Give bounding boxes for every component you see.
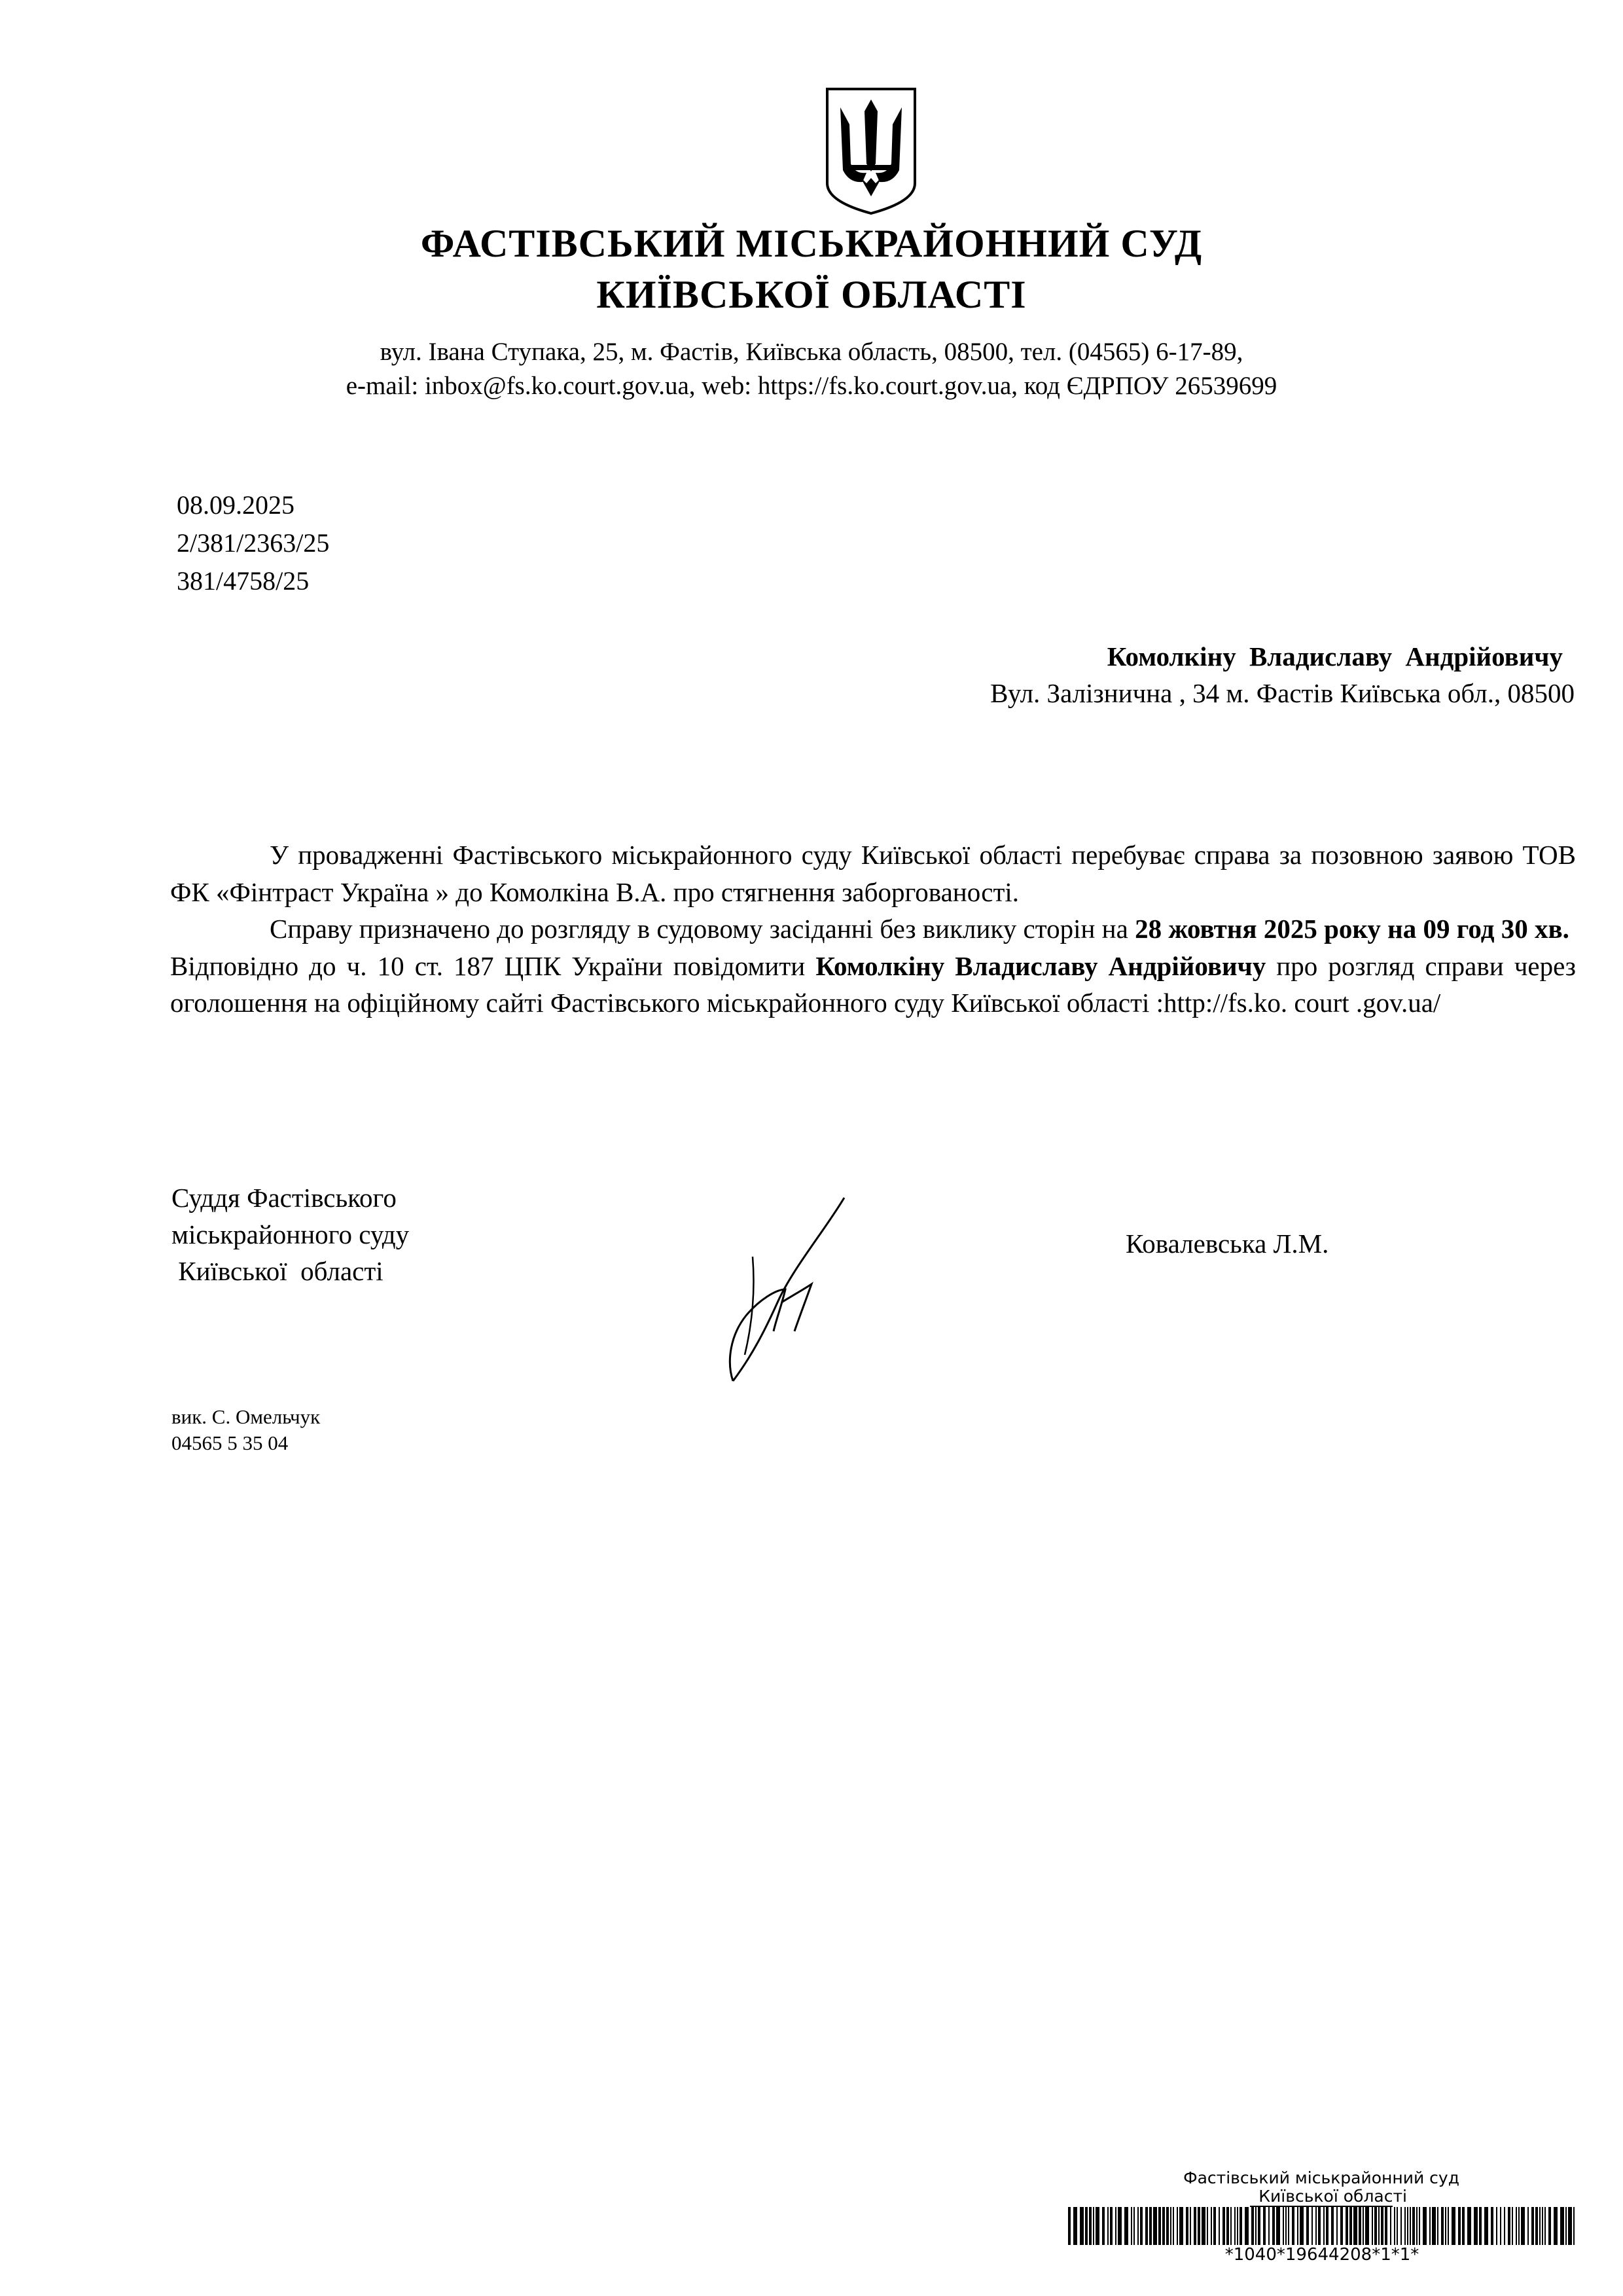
barcode-bar <box>1288 2207 1289 2245</box>
notification-text: Відповідно до ч. 10 ст. 187 ЦПК України повідомити <box>170 950 816 981</box>
barcode-bar <box>1115 2207 1116 2245</box>
executor-name: вик. С. Омельчук <box>171 1405 321 1428</box>
barcode-bar <box>1573 2207 1575 2245</box>
barcode-bar <box>1255 2207 1257 2245</box>
barcode-bar <box>1437 2207 1438 2245</box>
recipient-address: Вул. Залізнична , 34 м. Фастів Київська обл., 08500 <box>990 678 1575 708</box>
barcode-bar <box>1326 2207 1329 2245</box>
notification-website: про розгляд справи через оголошення на офіційному сайті Фастівського міськрайонного суду Київської області :http://fs.ko. court .gov.ua/ <box>170 950 1576 1018</box>
barcode-bar <box>1500 2207 1501 2245</box>
barcode-bar <box>1166 2207 1169 2245</box>
barcode-bar <box>1535 2207 1538 2245</box>
barcode-bar <box>1484 2207 1488 2245</box>
barcode-bar <box>1441 2207 1444 2245</box>
barcode-bar <box>1251 2207 1254 2245</box>
barcode-bar <box>1548 2207 1551 2245</box>
barcode-bar <box>1073 2207 1077 2245</box>
barcode-bar <box>1315 2207 1317 2245</box>
barcode-bar <box>1385 2207 1387 2245</box>
barcode-bar <box>1211 2207 1212 2245</box>
barcode-bar <box>1474 2207 1478 2245</box>
paragraph-hearing <box>170 910 1576 948</box>
barcode-bar <box>1149 2207 1152 2245</box>
barcode-bar <box>1153 2207 1157 2245</box>
barcode-bar <box>1400 2207 1402 2245</box>
judge-title-line-1: Суддя Фастівського <box>171 1183 397 1213</box>
barcode-bar <box>1245 2207 1249 2245</box>
barcode-bar <box>1162 2207 1165 2245</box>
barcode-bar <box>1521 2207 1525 2245</box>
barcode-bar <box>1198 2207 1200 2245</box>
barcode-bar <box>1219 2207 1220 2245</box>
barcode-bar <box>1467 2207 1471 2245</box>
barcode-bar <box>1349 2207 1352 2245</box>
barcode-bar <box>1416 2207 1418 2245</box>
barcode-bar <box>1194 2207 1196 2245</box>
barcode-bar <box>1423 2207 1427 2245</box>
barcode-bar <box>1222 2207 1225 2245</box>
barcode-bar <box>1323 2207 1325 2245</box>
hearing-text: Справу призначено до розгляду в судовому засіданні без виклику сторін на <box>270 914 1135 944</box>
barcode-bar <box>1124 2207 1128 2245</box>
barcode-bar <box>1516 2207 1517 2245</box>
court-name-line-2: КИЇВСЬКОЇ ОБЛАСТІ <box>596 273 1027 316</box>
barcode-bar <box>1068 2207 1071 2245</box>
barcode-bar <box>1089 2207 1092 2245</box>
barcode-bar <box>1186 2207 1188 2245</box>
executor-block <box>171 1404 320 1456</box>
stamp-region: Київської області <box>1258 2187 1407 2206</box>
barcode-bar <box>1263 2207 1266 2245</box>
barcode-bar <box>1518 2207 1520 2245</box>
coat-of-arms-icon <box>823 85 919 216</box>
barcode-bar <box>1268 2207 1270 2245</box>
barcode-bar <box>1145 2207 1148 2245</box>
barcode-bar <box>1568 2207 1572 2245</box>
barcode-bar <box>1407 2207 1408 2245</box>
barcode-bar <box>1512 2207 1513 2245</box>
document-date: 08.09.2025 <box>177 490 294 520</box>
case-number: 2/381/2363/25 <box>177 528 330 558</box>
barcode-bar <box>1531 2207 1534 2245</box>
barcode-bar <box>1170 2207 1171 2245</box>
judge-name: Ковалевська Л.М. <box>1126 1229 1329 1259</box>
barcode-bar <box>1085 2207 1088 2245</box>
barcode-bar <box>1158 2207 1161 2245</box>
barcode-bar <box>1292 2207 1294 2245</box>
barcode-bar <box>1504 2207 1505 2245</box>
barcode-bar <box>1177 2207 1178 2245</box>
barcode-bar <box>1353 2207 1357 2245</box>
barcode-bar <box>1096 2207 1099 2245</box>
judge-title-line-2: міськрайонного суду <box>171 1219 410 1249</box>
barcode-bar <box>1306 2207 1309 2245</box>
barcode-bar <box>1190 2207 1191 2245</box>
executor-phone: 04565 5 35 04 <box>171 1431 289 1454</box>
barcode <box>1068 2207 1580 2245</box>
barcode-bar <box>1258 2207 1260 2245</box>
barcode-bar <box>1394 2207 1395 2245</box>
barcode-bar <box>1429 2207 1431 2245</box>
judge-title <box>171 1179 409 1289</box>
barcode-bar <box>1336 2207 1338 2245</box>
barcode-bar <box>1093 2207 1094 2245</box>
barcode-bar <box>1496 2207 1497 2245</box>
barcode-bar <box>1527 2207 1529 2245</box>
barcode-bar <box>1283 2207 1284 2245</box>
barcode-bar <box>1432 2207 1436 2245</box>
barcode-bar <box>1365 2207 1369 2245</box>
barcode-bar <box>1397 2207 1398 2245</box>
outgoing-number: 381/4758/25 <box>177 566 310 596</box>
barcode-bar <box>1173 2207 1174 2245</box>
barcode-bar <box>1340 2207 1343 2245</box>
barcode-bar <box>1539 2207 1541 2245</box>
barcode-bar <box>1331 2207 1334 2245</box>
recipient-name: Комолкіну Владиславу Андрійовичу <box>1107 641 1563 672</box>
barcode-bar <box>1179 2207 1183 2245</box>
barcode-bar <box>1565 2207 1567 2245</box>
barcode-bar <box>1560 2207 1564 2245</box>
barcode-bar <box>1542 2207 1543 2245</box>
hearing-datetime: 28 жовтня 2025 року на 09 год 30 хв. <box>1135 914 1569 944</box>
notification-recipient: Комолкіну Владиславу Андрійовичу <box>815 950 1266 981</box>
barcode-bar <box>1318 2207 1321 2245</box>
barcode-bar <box>1372 2207 1373 2245</box>
barcode-bar <box>1390 2207 1391 2245</box>
barcode-bar <box>1272 2207 1275 2245</box>
barcode-bar <box>1131 2207 1132 2245</box>
barcode-bar <box>1445 2207 1446 2245</box>
barcode-bar <box>1374 2207 1377 2245</box>
barcode-bar <box>1102 2207 1105 2245</box>
stamp-court-name: Фастівський міськрайонний суд <box>1183 2168 1459 2187</box>
barcode-bar <box>1491 2207 1493 2245</box>
barcode-bar <box>1419 2207 1420 2245</box>
barcode-bar <box>1452 2207 1455 2245</box>
barcode-bar <box>1240 2207 1242 2245</box>
barcode-bar <box>1346 2207 1348 2245</box>
barcode-bar <box>1554 2207 1558 2245</box>
paragraph-proceedings: У провадженні Фастівського міськрайонного суду Київської області перебуває справа за позовною заявою ТОВ ФК «Фінтраст Україна » до Комолкіна В.А. про стягнення заборгованості. <box>170 840 1576 907</box>
barcode-bar <box>1140 2207 1143 2245</box>
court-name-line-1: ФАСТІВСЬКИЙ МІСЬКРАЙОННИЙ СУД <box>420 222 1203 265</box>
barcode-bar <box>1118 2207 1122 2245</box>
barcode-bar <box>1202 2207 1205 2245</box>
barcode-bar <box>1462 2207 1465 2245</box>
barcode-bar <box>1297 2207 1298 2245</box>
barcode-bar <box>1300 2207 1304 2245</box>
barcode-bar <box>1110 2207 1113 2245</box>
judge-title-line-3: Київської області <box>171 1256 383 1286</box>
court-address: вул. Івана Ступака, 25, м. Фастів, Київська область, 08500, тел. (04565) 6-17-89, <box>380 338 1243 366</box>
barcode-bar <box>1359 2207 1361 2245</box>
barcode-bar <box>1137 2207 1139 2245</box>
barcode-bar <box>1311 2207 1313 2245</box>
barcode-bar <box>1107 2207 1109 2245</box>
barcode-bar <box>1213 2207 1216 2245</box>
barcode-bar <box>1412 2207 1415 2245</box>
barcode-bar <box>1479 2207 1482 2245</box>
barcode-bar <box>1508 2207 1510 2245</box>
barcode-bar <box>1363 2207 1364 2245</box>
barcode-bar <box>1381 2207 1383 2245</box>
barcode-bar <box>1207 2207 1208 2245</box>
barcode-bar <box>1378 2207 1380 2245</box>
barcode-bar <box>1133 2207 1135 2245</box>
paragraph-notification <box>170 948 1576 1022</box>
barcode-bar <box>1410 2207 1411 2245</box>
barcode-number: *1040*19644208*1*1* <box>1224 2245 1419 2265</box>
barcode-bar <box>1544 2207 1546 2245</box>
barcode-bar <box>1285 2207 1287 2245</box>
notice-body <box>170 836 1576 1022</box>
barcode-bar <box>1080 2207 1084 2245</box>
barcode-bar <box>1230 2207 1232 2245</box>
handwritten-signature <box>713 1191 864 1388</box>
barcode-bar <box>1276 2207 1280 2245</box>
barcode-bar <box>1237 2207 1238 2245</box>
barcode-bar <box>1458 2207 1461 2245</box>
barcode-bar <box>1234 2207 1236 2245</box>
barcode-bar <box>1448 2207 1449 2245</box>
court-contacts: e-mail: inbox@fs.ko.court.gov.ua, web: https://fs.ko.court.gov.ua, код ЄДРПОУ 26539699 <box>346 372 1277 400</box>
barcode-bar <box>1404 2207 1406 2245</box>
barcode-bar <box>1226 2207 1229 2245</box>
